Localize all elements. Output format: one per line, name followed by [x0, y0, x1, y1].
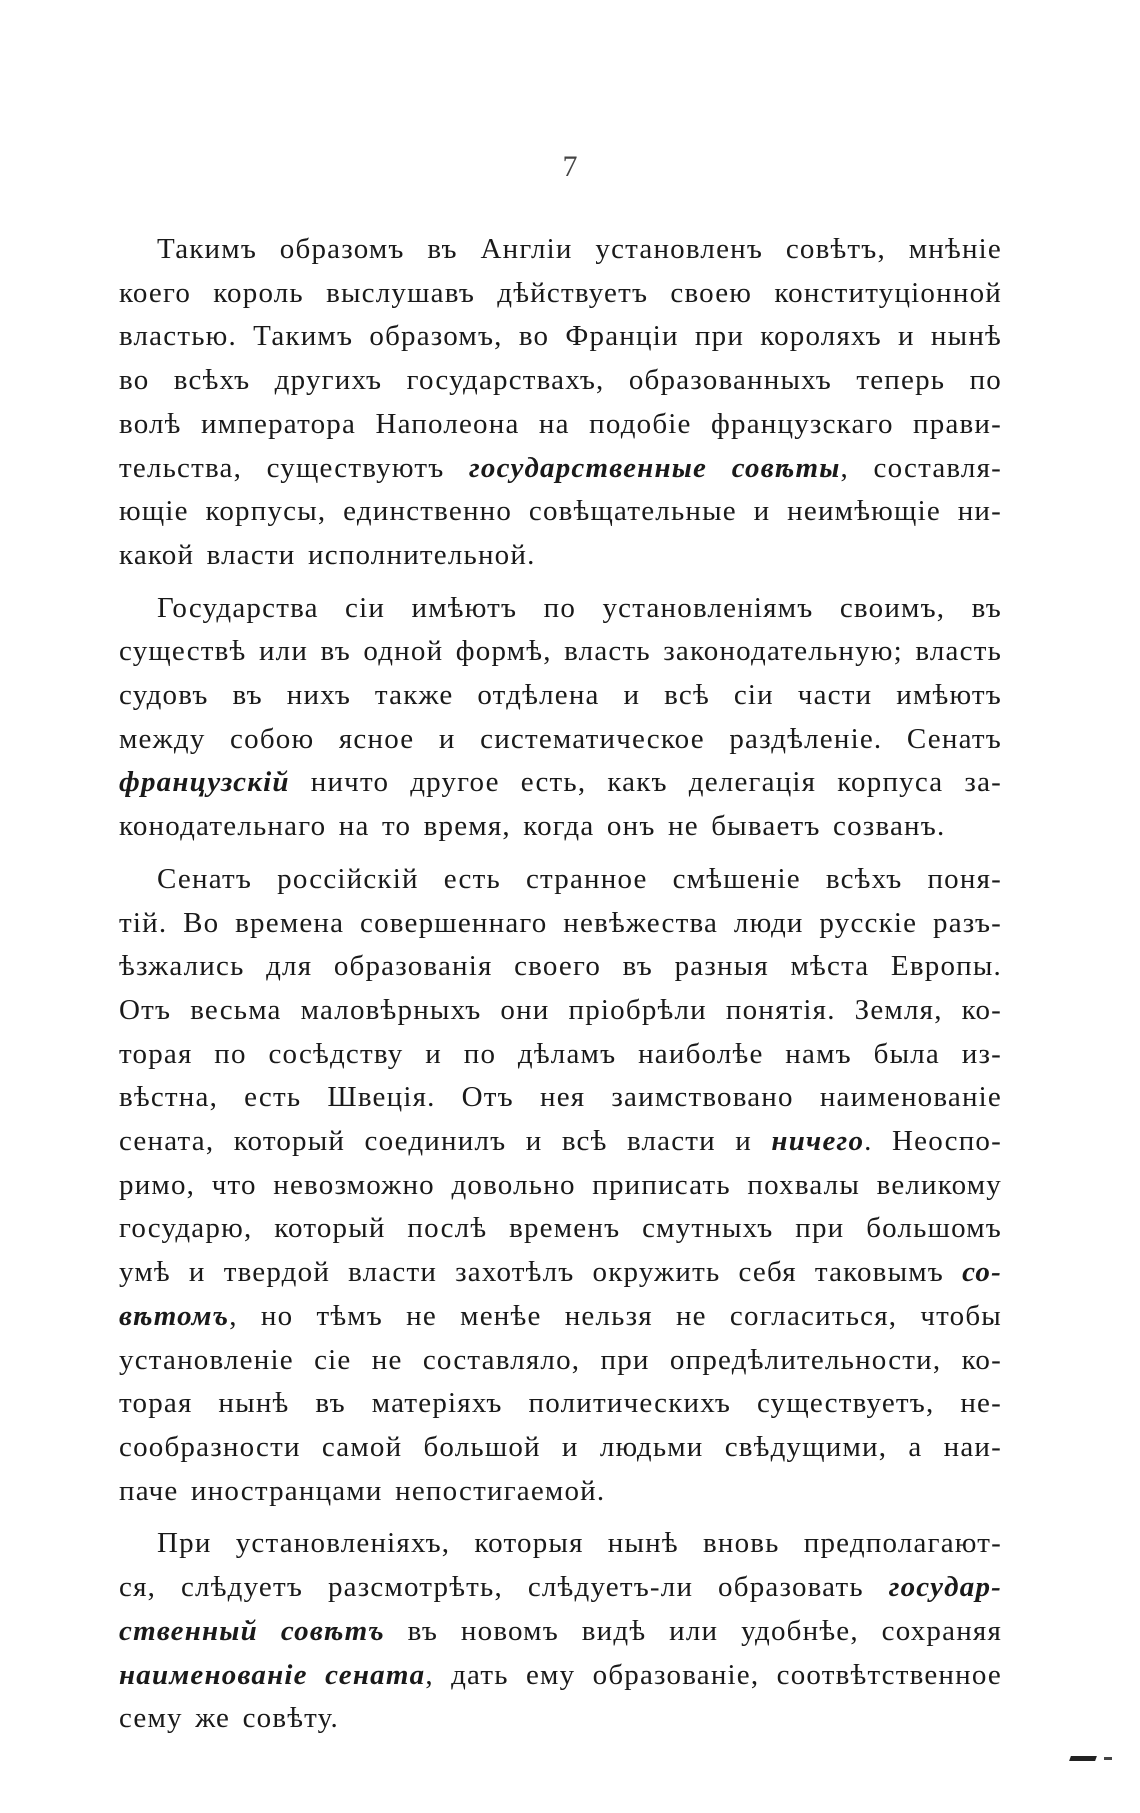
text-line — [119, 1164, 1002, 1208]
text-line — [119, 989, 1002, 1033]
emphasized-text: вѣтомъ — [119, 1299, 230, 1332]
text-line — [119, 1470, 1002, 1514]
text-segment: При установленіяхъ, которыя нынѣ вновь предполагают- — [157, 1527, 1002, 1560]
emphasized-text: со- — [962, 1256, 1002, 1289]
text-segment: сему же совѣту. — [119, 1702, 339, 1735]
text-segment: какой власти исполнительной. — [119, 538, 536, 571]
text-segment: во всѣхъ другихъ государствахъ, образованныхъ теперь по — [119, 364, 1002, 397]
text-line — [119, 902, 1002, 946]
text-segment: Отъ весьма маловѣрныхъ они пріобрѣли понятія. Земля, ко- — [119, 993, 1002, 1026]
text-line — [119, 1697, 1002, 1741]
text-line — [119, 1522, 1002, 1566]
text-segment: между собою ясное и систематическое раздѣленіе. Сенатъ — [119, 722, 1002, 755]
text-line — [119, 1610, 1002, 1654]
text-segment: тій. Во времена совершеннаго невѣжества люди русскіе разъ- — [119, 906, 1002, 939]
text-segment: торая нынѣ въ матеріяхъ политическихъ существуетъ, не- — [119, 1387, 1002, 1420]
text-line — [119, 1382, 1002, 1426]
text-line — [119, 1076, 1002, 1120]
paragraph — [119, 858, 1002, 1514]
text-segment: , дать ему образованіе, соотвѣтственное — [425, 1658, 1002, 1691]
text-line — [119, 1207, 1002, 1251]
paragraph — [119, 228, 1002, 578]
text-segment: паче иностранцами непостигаемой. — [119, 1474, 606, 1507]
text-line — [119, 403, 1002, 447]
text-segment: судовъ въ нихъ также отдѣлена и всѣ сіи части имѣютъ — [119, 679, 1002, 712]
text-segment: государю, который послѣ временъ смутныхъ при большомъ — [119, 1212, 1002, 1245]
scan-mark — [1069, 1756, 1097, 1761]
paragraph — [119, 587, 1002, 849]
text-line — [119, 718, 1002, 762]
text-line — [119, 1251, 1002, 1295]
text-line — [119, 228, 1002, 272]
text-segment: римо, что невозможно довольно приписать похвалы великому — [119, 1168, 1002, 1201]
text-segment: ничто другое есть, какъ делегація корпуса за- — [289, 766, 1002, 799]
text-segment: въ новомъ видѣ или удобнѣе, сохраняя — [384, 1614, 1002, 1647]
text-segment: сообразности самой большой и людьми свѣдущими, а наи- — [119, 1430, 1002, 1463]
emphasized-text: ственный совѣтъ — [119, 1614, 385, 1647]
text-line — [119, 1120, 1002, 1164]
text-segment: волѣ императора Наполеона на подобіе французскаго прави- — [119, 407, 1002, 440]
text-segment: конодательнаго на то время, когда онъ не бываетъ созванъ. — [119, 810, 946, 843]
page-number: 7 — [562, 150, 578, 183]
emphasized-text: ничего — [771, 1125, 865, 1158]
text-segment: . Неоспо- — [864, 1125, 1002, 1158]
text-segment: Сенатъ россійскій есть странное смѣшеніе всѣхъ поня- — [157, 862, 1002, 895]
text-line — [119, 1654, 1002, 1698]
text-line — [119, 272, 1002, 316]
text-segment: вѣстна, есть Швеція. Отъ нея заимствовано наименованіе — [119, 1081, 1002, 1114]
text-line — [119, 315, 1002, 359]
text-segment: властью. Такимъ образомъ, во Франціи при короляхъ и нынѣ — [119, 320, 1002, 353]
text-line — [119, 1295, 1002, 1339]
text-segment: ся, слѣдуетъ разсмотрѣть, слѣдуетъ-ли образовать — [119, 1571, 889, 1604]
body-text — [119, 228, 1002, 1750]
text-segment: установленіе сіе не составляло, при опредѣлительности, ко- — [119, 1343, 1002, 1376]
text-line — [119, 1566, 1002, 1610]
emphasized-text: наименованіе сената — [119, 1658, 426, 1691]
text-segment: коего король выслушавъ дѣйствуетъ своею конституціонной — [119, 276, 1002, 309]
text-line — [119, 858, 1002, 902]
text-segment: умѣ и твердой власти захотѣлъ окружить себя таковымъ — [119, 1256, 963, 1289]
text-segment: , но тѣмъ не менѣе нельзя не согласиться, чтобы — [229, 1299, 1002, 1332]
text-segment: ѣзжались для образованія своего въ разныя мѣста Европы. — [119, 950, 1002, 983]
text-line — [119, 587, 1002, 631]
text-line — [119, 1426, 1002, 1470]
text-line — [119, 761, 1002, 805]
text-segment: сената, который соединилъ и всѣ власти и — [119, 1125, 772, 1158]
text-line — [119, 359, 1002, 403]
text-segment: , составля- — [840, 451, 1002, 484]
text-line — [119, 945, 1002, 989]
scan-mark-small — [1104, 1757, 1112, 1760]
emphasized-text: государ- — [888, 1571, 1002, 1604]
text-segment: существѣ или въ одной формѣ, власть законодательную; власть — [119, 635, 1002, 668]
text-segment: Государства сіи имѣютъ по установленіямъ своимъ, въ — [157, 591, 1002, 624]
text-line — [119, 805, 1002, 849]
text-line — [119, 630, 1002, 674]
text-line — [119, 447, 1002, 491]
text-segment: ющіе корпусы, единственно совѣщательные и неимѣющіе ни- — [119, 495, 1002, 528]
text-line — [119, 534, 1002, 578]
text-segment: торая по сосѣдству и по дѣламъ наиболѣе намъ была из- — [119, 1037, 1002, 1070]
text-line — [119, 674, 1002, 718]
text-line — [119, 490, 1002, 534]
emphasized-text: государственные совѣты — [468, 451, 841, 484]
paragraph — [119, 1522, 1002, 1741]
emphasized-text: французскій — [119, 766, 290, 799]
text-line — [119, 1033, 1002, 1077]
text-segment: тельства, существуютъ — [119, 451, 469, 484]
text-segment: Такимъ образомъ въ Англіи установленъ совѣтъ, мнѣніе — [157, 233, 1002, 265]
text-line — [119, 1339, 1002, 1383]
